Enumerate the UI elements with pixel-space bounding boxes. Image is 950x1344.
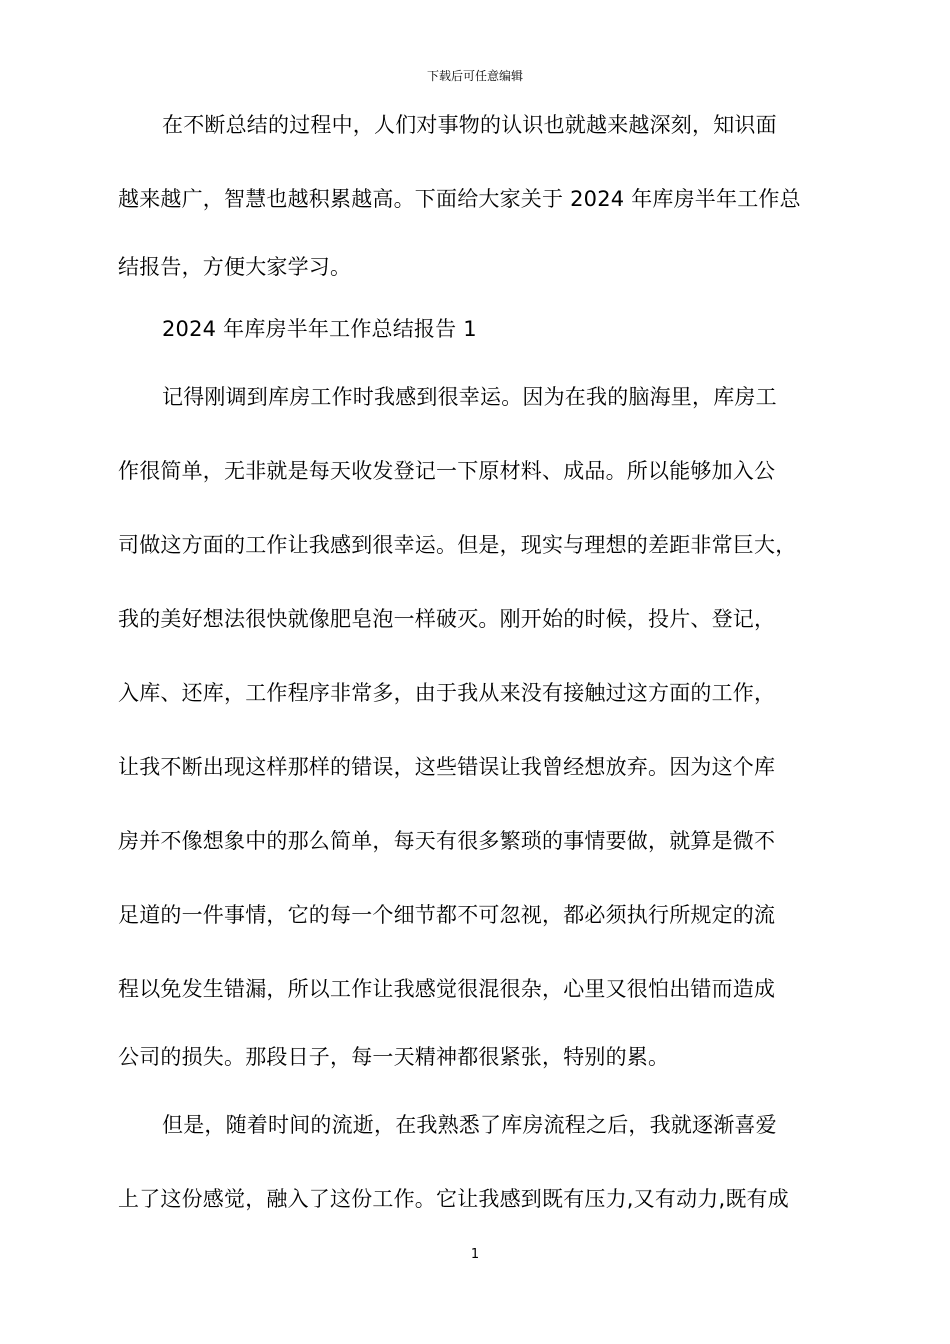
text-line-1: 在不断总结的过程中，人们对事物的认识也就越来越深刻，知识面 (162, 113, 777, 137)
section-heading: 2024 年库房半年工作总结报告 1 (162, 317, 477, 341)
text-line-16: 上了这份感觉，融入了这份工作。它让我感到既有压力,又有动力,既有成 (118, 1187, 789, 1211)
text-line-5: 记得刚调到库房工作时我感到很幸运。因为在我的脑海里，库房工 (162, 385, 777, 409)
text-line-8: 我的美好想法很快就像肥皂泡一样破灭。刚开始的时候，投片、登记， (118, 607, 776, 631)
text-line-7: 司做这方面的工作让我感到很幸运。但是，现实与理想的差距非常巨大， (118, 533, 797, 557)
text-line-12: 足道的一件事情，它的每一个细节都不可忽视，都必须执行所规定的流 (118, 903, 776, 927)
page-number: 1 (470, 1247, 480, 1262)
text-line-15: 但是，随着时间的流逝，在我熟悉了库房流程之后，我就逐渐喜爱 (162, 1113, 777, 1137)
text-line-2: 越来越广，智慧也越积累越高。下面给大家关于 2024 年库房半年工作总 (118, 187, 801, 211)
text-line-10: 让我不断出现这样那样的错误，这些错误让我曾经想放弃。因为这个库 (118, 755, 776, 779)
text-line-6: 作很简单，无非就是每天收发登记一下原材料、成品。所以能够加入公 (118, 459, 776, 483)
text-line-11: 房并不像想象中的那么简单，每天有很多繁琐的事情要做，就算是微不 (118, 829, 776, 853)
text-line-13: 程以免发生错漏，所以工作让我感觉很混很杂，心里又很怕出错而造成 (118, 977, 776, 1001)
text-line-9: 入库、还库，工作程序非常多，由于我从来没有接触过这方面的工作， (118, 681, 776, 705)
text-line-14: 公司的损失。那段日子，每一天精神都很紧张，特别的累。 (118, 1045, 670, 1069)
page-header: 下载后可任意编辑 (426, 69, 523, 83)
document-body (118, 88, 838, 1236)
text-line-3: 结报告，方便大家学习。 (118, 255, 352, 279)
